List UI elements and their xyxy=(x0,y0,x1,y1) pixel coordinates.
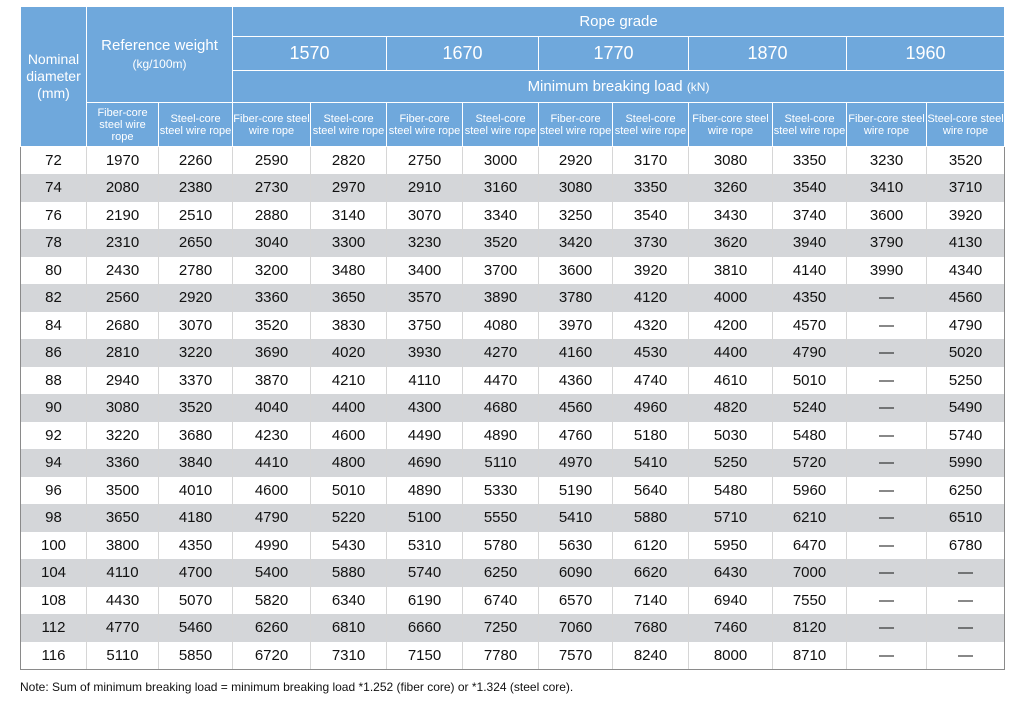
table-cell: 5850 xyxy=(159,642,233,670)
table-cell: 5550 xyxy=(463,504,539,532)
table-cell: 4270 xyxy=(463,339,539,367)
table-cell: 5410 xyxy=(613,449,689,477)
table-cell: 5010 xyxy=(311,477,387,505)
diameter-cell: 108 xyxy=(21,587,87,615)
table-cell: 5950 xyxy=(689,532,773,560)
table-cell: 6190 xyxy=(387,587,463,615)
table-cell: — xyxy=(847,532,927,560)
table-cell: 5640 xyxy=(613,477,689,505)
grade-1670-header: 1670 xyxy=(387,37,539,71)
table-row xyxy=(21,174,1005,202)
table-cell: 2730 xyxy=(233,174,311,202)
table-cell: 3040 xyxy=(233,229,311,257)
table-cell: 3350 xyxy=(613,174,689,202)
table-cell: 5030 xyxy=(689,422,773,450)
table-cell: 4800 xyxy=(311,449,387,477)
table-cell: 4960 xyxy=(613,394,689,422)
table-cell: 4700 xyxy=(159,559,233,587)
fiber-core-column-header: Fiber-core steel wire rope xyxy=(87,103,159,147)
table-cell: 4400 xyxy=(689,339,773,367)
table-header xyxy=(21,7,1005,147)
table-cell: 5630 xyxy=(539,532,613,560)
table-cell: 8710 xyxy=(773,642,847,670)
table-cell: 7000 xyxy=(773,559,847,587)
rope-spec-table xyxy=(20,6,1005,670)
fiber-core-column-header: Fiber-core steel wire rope xyxy=(387,103,463,147)
table-cell: 2310 xyxy=(87,229,159,257)
table-cell: 3730 xyxy=(613,229,689,257)
table-cell: 2750 xyxy=(387,147,463,175)
steel-core-column-header: Steel-core steel wire rope xyxy=(613,103,689,147)
table-cell: 3680 xyxy=(159,422,233,450)
table-cell: 3710 xyxy=(927,174,1005,202)
table-cell: 4560 xyxy=(927,284,1005,312)
table-cell: 5180 xyxy=(613,422,689,450)
table-cell: 3920 xyxy=(927,202,1005,230)
diameter-cell: 104 xyxy=(21,559,87,587)
table-row xyxy=(21,614,1005,642)
table-cell: 2780 xyxy=(159,257,233,285)
table-cell: — xyxy=(847,642,927,670)
table-row xyxy=(21,202,1005,230)
table-cell: 4350 xyxy=(159,532,233,560)
table-cell: 3790 xyxy=(847,229,927,257)
reference-weight-header xyxy=(87,7,233,103)
table-cell: 3370 xyxy=(159,367,233,395)
table-row xyxy=(21,284,1005,312)
table-cell: 3000 xyxy=(463,147,539,175)
table-cell: 3520 xyxy=(463,229,539,257)
table-cell: 5220 xyxy=(311,504,387,532)
table-cell: 3650 xyxy=(311,284,387,312)
table-cell: 3690 xyxy=(233,339,311,367)
table-cell: 6510 xyxy=(927,504,1005,532)
table-cell: 7460 xyxy=(689,614,773,642)
table-cell: 5330 xyxy=(463,477,539,505)
table-cell: 7140 xyxy=(613,587,689,615)
table-cell: 3480 xyxy=(311,257,387,285)
table-cell: 4890 xyxy=(463,422,539,450)
table-cell: 4200 xyxy=(689,312,773,340)
table-cell: — xyxy=(847,504,927,532)
table-cell: 3620 xyxy=(689,229,773,257)
table-cell: 7150 xyxy=(387,642,463,670)
table-cell: 5740 xyxy=(927,422,1005,450)
fiber-core-column-header: Fiber-core steel wire rope xyxy=(233,103,311,147)
table-cell: 5780 xyxy=(463,532,539,560)
diameter-cell: 78 xyxy=(21,229,87,257)
table-cell: 6620 xyxy=(613,559,689,587)
table-row xyxy=(21,504,1005,532)
table-cell: 3740 xyxy=(773,202,847,230)
table-row xyxy=(21,147,1005,175)
diameter-cell: 98 xyxy=(21,504,87,532)
table-cell: 3780 xyxy=(539,284,613,312)
table-cell: 6720 xyxy=(233,642,311,670)
table-row xyxy=(21,257,1005,285)
table-cell: 5310 xyxy=(387,532,463,560)
reference-weight-unit: (kg/100m) xyxy=(132,56,187,71)
table-row xyxy=(21,422,1005,450)
diameter-cell: 84 xyxy=(21,312,87,340)
nominal-diameter-header xyxy=(21,7,87,147)
table-cell: 4130 xyxy=(927,229,1005,257)
table-cell: 5110 xyxy=(463,449,539,477)
table-cell: 7780 xyxy=(463,642,539,670)
table-cell: 2810 xyxy=(87,339,159,367)
table-cell: 3650 xyxy=(87,504,159,532)
table-cell: 3920 xyxy=(613,257,689,285)
table-cell: 4360 xyxy=(539,367,613,395)
table-cell: 3520 xyxy=(159,394,233,422)
table-cell: 4010 xyxy=(159,477,233,505)
table-cell: 3070 xyxy=(387,202,463,230)
table-cell: 6570 xyxy=(539,587,613,615)
table-cell: 2880 xyxy=(233,202,311,230)
table-cell: 4340 xyxy=(927,257,1005,285)
table-cell: 5110 xyxy=(87,642,159,670)
table-cell: 2940 xyxy=(87,367,159,395)
table-cell: 7310 xyxy=(311,642,387,670)
table-cell: 7060 xyxy=(539,614,613,642)
diameter-cell: 96 xyxy=(21,477,87,505)
table-cell: 7680 xyxy=(613,614,689,642)
table-cell: 4210 xyxy=(311,367,387,395)
table-cell: 4110 xyxy=(87,559,159,587)
table-cell: 4790 xyxy=(927,312,1005,340)
reference-weight-label: Reference weight xyxy=(101,36,218,54)
steel-core-column-header: Steel-core steel wire rope xyxy=(159,103,233,147)
table-cell: 6740 xyxy=(463,587,539,615)
table-cell: 3350 xyxy=(773,147,847,175)
table-cell: 6940 xyxy=(689,587,773,615)
table-cell: — xyxy=(847,449,927,477)
table-cell: 4890 xyxy=(387,477,463,505)
table-cell: — xyxy=(927,559,1005,587)
table-cell: — xyxy=(847,559,927,587)
diameter-cell: 80 xyxy=(21,257,87,285)
min-breaking-load-label: Minimum breaking load xyxy=(527,78,683,95)
table-cell: 3220 xyxy=(87,422,159,450)
table-cell: 5240 xyxy=(773,394,847,422)
table-cell: 4820 xyxy=(689,394,773,422)
table-cell: 4350 xyxy=(773,284,847,312)
table-row xyxy=(21,532,1005,560)
table-cell: 6340 xyxy=(311,587,387,615)
table-cell: 3600 xyxy=(847,202,927,230)
min-breaking-load-unit: (kN) xyxy=(686,80,710,94)
table-cell: 4430 xyxy=(87,587,159,615)
table-cell: 4690 xyxy=(387,449,463,477)
grade-1770-header: 1770 xyxy=(539,37,689,71)
table-cell: 2970 xyxy=(311,174,387,202)
table-cell: 5960 xyxy=(773,477,847,505)
table-cell: 2260 xyxy=(159,147,233,175)
table-cell: 3340 xyxy=(463,202,539,230)
table-cell: — xyxy=(847,367,927,395)
table-cell: 5990 xyxy=(927,449,1005,477)
diameter-cell: 74 xyxy=(21,174,87,202)
grade-1960-header: 1960 xyxy=(847,37,1005,71)
table-cell: 3430 xyxy=(689,202,773,230)
table-cell: 6470 xyxy=(773,532,847,560)
table-cell: 4040 xyxy=(233,394,311,422)
table-cell: 4080 xyxy=(463,312,539,340)
table-cell: 5400 xyxy=(233,559,311,587)
table-cell: 4320 xyxy=(613,312,689,340)
table-cell: 3930 xyxy=(387,339,463,367)
table-cell: 4470 xyxy=(463,367,539,395)
table-row xyxy=(21,587,1005,615)
table-cell: — xyxy=(847,312,927,340)
table-cell: 5190 xyxy=(539,477,613,505)
table-cell: 5100 xyxy=(387,504,463,532)
table-cell: 6210 xyxy=(773,504,847,532)
table-cell: 6090 xyxy=(539,559,613,587)
table-cell: 2680 xyxy=(87,312,159,340)
table-cell: 4020 xyxy=(311,339,387,367)
table-cell: 5460 xyxy=(159,614,233,642)
table-cell: 5480 xyxy=(689,477,773,505)
table-body xyxy=(21,147,1005,670)
table-row xyxy=(21,367,1005,395)
fiber-core-column-header: Fiber-core steel wire rope xyxy=(689,103,773,147)
table-cell: 4600 xyxy=(311,422,387,450)
diameter-cell: 82 xyxy=(21,284,87,312)
table-cell: 3540 xyxy=(773,174,847,202)
table-cell: 4180 xyxy=(159,504,233,532)
table-cell: 3520 xyxy=(233,312,311,340)
grade-1870-header: 1870 xyxy=(689,37,847,71)
fiber-core-column-header: Fiber-core steel wire rope xyxy=(539,103,613,147)
table-cell: 3170 xyxy=(613,147,689,175)
table-cell: — xyxy=(847,614,927,642)
diameter-cell: 116 xyxy=(21,642,87,670)
table-cell: 3750 xyxy=(387,312,463,340)
table-cell: 3520 xyxy=(927,147,1005,175)
table-cell: 3800 xyxy=(87,532,159,560)
table-cell: 1970 xyxy=(87,147,159,175)
table-cell: 3220 xyxy=(159,339,233,367)
table-cell: 4560 xyxy=(539,394,613,422)
table-cell: 3540 xyxy=(613,202,689,230)
table-cell: 4570 xyxy=(773,312,847,340)
table-cell: 5250 xyxy=(689,449,773,477)
table-cell: 4410 xyxy=(233,449,311,477)
table-cell: 3070 xyxy=(159,312,233,340)
steel-core-column-header: Steel-core steel wire rope xyxy=(463,103,539,147)
table-row xyxy=(21,312,1005,340)
table-cell: 4300 xyxy=(387,394,463,422)
table-cell: 4120 xyxy=(613,284,689,312)
table-cell: — xyxy=(927,587,1005,615)
table-cell: 6780 xyxy=(927,532,1005,560)
table-cell: 3360 xyxy=(233,284,311,312)
footnote: Note: Sum of minimum breaking load = minimum breaking load *1.252 (fiber core) or *1.324 (steel core). xyxy=(20,680,574,694)
table-cell: 3230 xyxy=(387,229,463,257)
table-cell: — xyxy=(847,587,927,615)
diameter-cell: 92 xyxy=(21,422,87,450)
table-cell: 2380 xyxy=(159,174,233,202)
table-cell: — xyxy=(847,284,927,312)
table-cell: 5070 xyxy=(159,587,233,615)
table-cell: 3600 xyxy=(539,257,613,285)
table-row xyxy=(21,394,1005,422)
table-cell: 7570 xyxy=(539,642,613,670)
table-cell: 3080 xyxy=(539,174,613,202)
table-cell: 4530 xyxy=(613,339,689,367)
table-cell: 3840 xyxy=(159,449,233,477)
table-cell: — xyxy=(927,642,1005,670)
table-cell: 3260 xyxy=(689,174,773,202)
table-row xyxy=(21,339,1005,367)
min-breaking-load-header xyxy=(233,71,1005,103)
table-cell: 6810 xyxy=(311,614,387,642)
table-cell: 3870 xyxy=(233,367,311,395)
table-cell: 5710 xyxy=(689,504,773,532)
table-cell: 5010 xyxy=(773,367,847,395)
table-cell: 5490 xyxy=(927,394,1005,422)
table-cell: 2430 xyxy=(87,257,159,285)
table-cell: 2650 xyxy=(159,229,233,257)
table-cell: 4790 xyxy=(773,339,847,367)
table-cell: 4000 xyxy=(689,284,773,312)
table-row xyxy=(21,559,1005,587)
table-cell: 4970 xyxy=(539,449,613,477)
table-cell: 4400 xyxy=(311,394,387,422)
table-cell: 4740 xyxy=(613,367,689,395)
table-cell: 3940 xyxy=(773,229,847,257)
table-cell: 3500 xyxy=(87,477,159,505)
table-cell: 4160 xyxy=(539,339,613,367)
table-cell: 5430 xyxy=(311,532,387,560)
table-cell: — xyxy=(847,477,927,505)
diameter-cell: 112 xyxy=(21,614,87,642)
table-cell: 5410 xyxy=(539,504,613,532)
table-cell: 4990 xyxy=(233,532,311,560)
nominal-diameter-label: Nominal diameter xyxy=(26,51,81,84)
table-cell: 5480 xyxy=(773,422,847,450)
table-cell: 4770 xyxy=(87,614,159,642)
table-cell: 2920 xyxy=(159,284,233,312)
table-cell: 3400 xyxy=(387,257,463,285)
table-cell: 7550 xyxy=(773,587,847,615)
table-cell: 4230 xyxy=(233,422,311,450)
table-cell: 4600 xyxy=(233,477,311,505)
table-cell: 6260 xyxy=(233,614,311,642)
table-cell: 3830 xyxy=(311,312,387,340)
table-cell: 3890 xyxy=(463,284,539,312)
table-cell: 5880 xyxy=(311,559,387,587)
nominal-diameter-unit: (mm) xyxy=(37,85,70,101)
table-row xyxy=(21,229,1005,257)
steel-core-column-header: Steel-core steel wire rope xyxy=(773,103,847,147)
table-cell: 4760 xyxy=(539,422,613,450)
table-cell: 6430 xyxy=(689,559,773,587)
table-row xyxy=(21,642,1005,670)
core-type-subheader-row xyxy=(21,103,1005,147)
table-cell: 4790 xyxy=(233,504,311,532)
table-cell: 3160 xyxy=(463,174,539,202)
table-cell: 5250 xyxy=(927,367,1005,395)
table-cell: 2820 xyxy=(311,147,387,175)
table-cell: 8000 xyxy=(689,642,773,670)
table-cell: 2590 xyxy=(233,147,311,175)
table-cell: 4490 xyxy=(387,422,463,450)
table-cell: 3570 xyxy=(387,284,463,312)
diameter-cell: 76 xyxy=(21,202,87,230)
table-cell: 8120 xyxy=(773,614,847,642)
table-cell: 3300 xyxy=(311,229,387,257)
steel-core-column-header: Steel-core steel wire rope xyxy=(927,103,1005,147)
table-cell: 3420 xyxy=(539,229,613,257)
table-cell: 3250 xyxy=(539,202,613,230)
table-cell: 3230 xyxy=(847,147,927,175)
table-cell: 2190 xyxy=(87,202,159,230)
grade-1570-header: 1570 xyxy=(233,37,387,71)
table-cell: 3200 xyxy=(233,257,311,285)
table-cell: 2510 xyxy=(159,202,233,230)
table-cell: 3360 xyxy=(87,449,159,477)
table-cell: 6660 xyxy=(387,614,463,642)
table-cell: — xyxy=(847,394,927,422)
table-cell: 5880 xyxy=(613,504,689,532)
table-cell: 7250 xyxy=(463,614,539,642)
diameter-cell: 100 xyxy=(21,532,87,560)
table-cell: 4140 xyxy=(773,257,847,285)
table-cell: 3140 xyxy=(311,202,387,230)
table-cell: 2910 xyxy=(387,174,463,202)
table-cell: 5020 xyxy=(927,339,1005,367)
diameter-cell: 94 xyxy=(21,449,87,477)
table-cell: 5820 xyxy=(233,587,311,615)
table-cell: 8240 xyxy=(613,642,689,670)
table-cell: 2560 xyxy=(87,284,159,312)
table-cell: 3080 xyxy=(689,147,773,175)
diameter-cell: 86 xyxy=(21,339,87,367)
table-cell: 3410 xyxy=(847,174,927,202)
table-cell: 3700 xyxy=(463,257,539,285)
table-cell: 5740 xyxy=(387,559,463,587)
diameter-cell: 88 xyxy=(21,367,87,395)
table-cell: 4680 xyxy=(463,394,539,422)
rope-grade-header: Rope grade xyxy=(233,7,1005,37)
table-cell: 3970 xyxy=(539,312,613,340)
table-cell: 2920 xyxy=(539,147,613,175)
table-row xyxy=(21,477,1005,505)
table-cell: 6250 xyxy=(927,477,1005,505)
table-cell: — xyxy=(847,339,927,367)
table-cell: 3990 xyxy=(847,257,927,285)
table-cell: 4610 xyxy=(689,367,773,395)
table-cell: 6250 xyxy=(463,559,539,587)
steel-core-column-header: Steel-core steel wire rope xyxy=(311,103,387,147)
table-cell: 3080 xyxy=(87,394,159,422)
diameter-cell: 90 xyxy=(21,394,87,422)
diameter-cell: 72 xyxy=(21,147,87,175)
table-row xyxy=(21,449,1005,477)
fiber-core-column-header: Fiber-core steel wire rope xyxy=(847,103,927,147)
table-cell: 4110 xyxy=(387,367,463,395)
table-cell: 2080 xyxy=(87,174,159,202)
table-cell: — xyxy=(847,422,927,450)
table-cell: — xyxy=(927,614,1005,642)
table-cell: 6120 xyxy=(613,532,689,560)
table-cell: 5720 xyxy=(773,449,847,477)
table-cell: 3810 xyxy=(689,257,773,285)
